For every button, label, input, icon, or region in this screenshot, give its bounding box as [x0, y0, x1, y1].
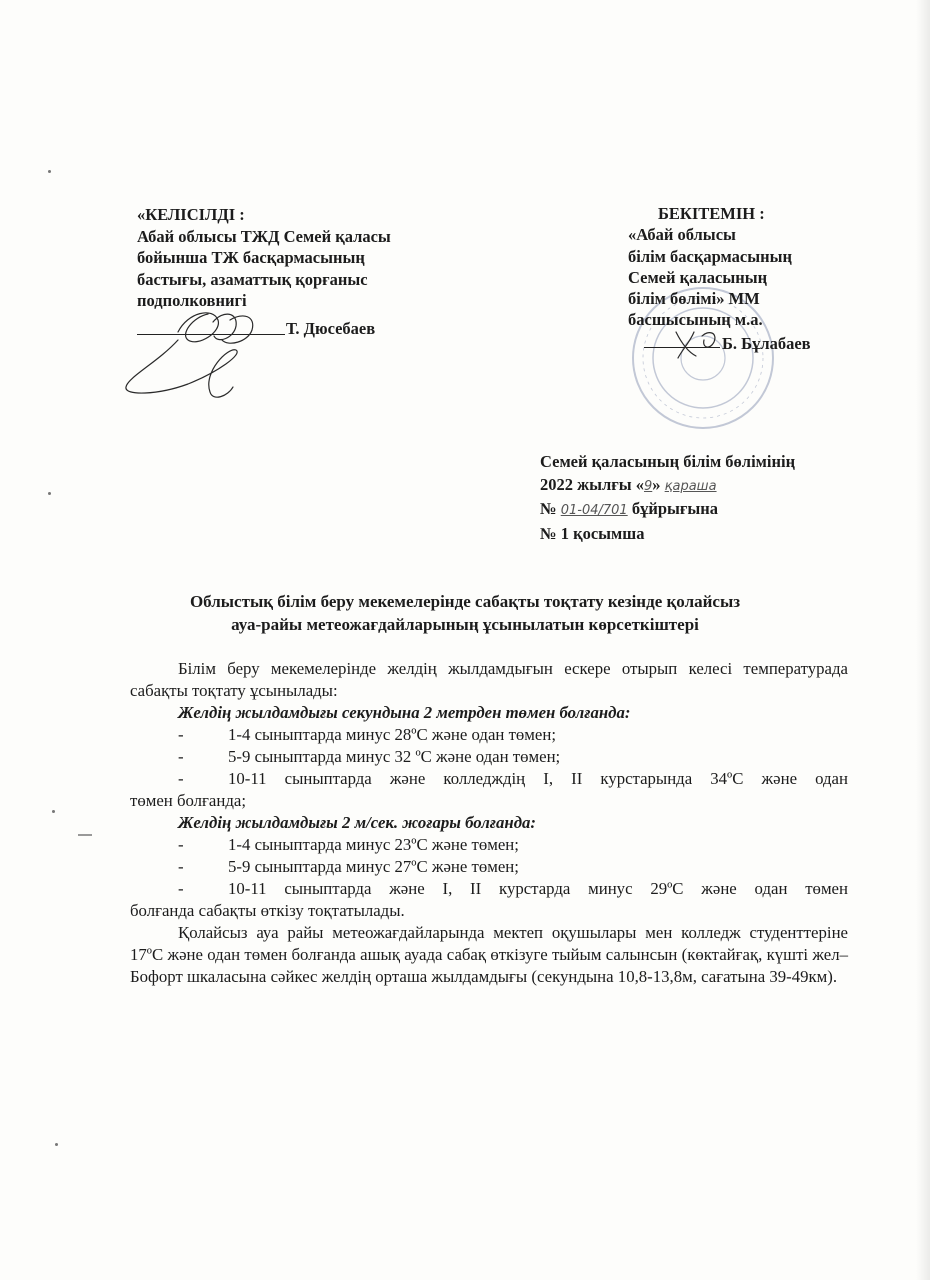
agreed-line: Абай облысы ТЖД Семей қаласы	[137, 226, 391, 246]
approve-line: білім басқармасының	[628, 246, 793, 266]
agreed-handwritten-signature	[118, 292, 308, 407]
section-2-heading: Желдің жылдамдығы 2 м/сек. жоғары болғанда:	[178, 813, 537, 832]
list-item: - 1-4 сыныптарда минус 23ºС және төмен;	[178, 835, 519, 854]
list-item: - 10-11 сыныптарда және I, II курстарда минус 29ºС және одан төмен болғанда сабақты өткізу тоқтатылады.	[130, 879, 848, 920]
scan-mark	[78, 834, 92, 836]
list-item: - 5-9 сыныптарда минус 32 ºС және одан төмен;	[178, 747, 561, 766]
list-item: - 1-4 сыныптарда минус 28ºС және одан төмен;	[178, 725, 557, 744]
order-line-4: № 1 қосымша	[540, 523, 645, 543]
approve-signer-name: Б. Бұлабаев	[722, 334, 811, 353]
scan-speck	[52, 810, 55, 813]
scan-speck	[55, 1143, 58, 1146]
scan-speck	[48, 492, 51, 495]
section-1-heading: Желдің жылдамдығы секундына 2 метрден төмен болғанда:	[178, 703, 631, 722]
scan-edge-shadow	[916, 0, 930, 1280]
order-line-2: 2022 жылғы «9» қараша	[540, 474, 717, 494]
closing-paragraph: Қолайсыз ауа райы метеожағдайларында мектеп оқушылары мен колледж студенттеріне 17ºС және одан төмен болғанда ашық ауада сабақ өткізуге тыйым салынсын (көктайғақ, күшті жел– Бофорт шкаласына сәйкес желдің орташа жылдамдығы (секундына 10,8-13,8м, сағатына 39-49км).	[130, 923, 848, 986]
approve-line: Семей қаласының	[628, 267, 768, 287]
order-reference	[540, 451, 870, 545]
scan-speck	[48, 170, 51, 173]
agreed-line: бойынша ТЖ басқармасының	[137, 248, 365, 267]
agreed-signer-name: Т. Дюсебаев	[286, 319, 376, 338]
agreed-line: подполковнигі	[137, 291, 247, 310]
approve-line: білім бөлімі» ММ	[628, 289, 760, 309]
handwritten-month: қараша	[664, 478, 717, 494]
agreed-heading: «КЕЛІСІЛДІ :	[137, 205, 245, 224]
approve-heading: БЕКІТЕМІН :	[658, 204, 765, 223]
list-item: - 10-11 сыныптарда және колледждің I, II курстарында 34ºС және одан төмен болғанда;	[130, 769, 848, 810]
list-item: - 5-9 сыныптарда минус 27ºС және төмен;	[178, 857, 519, 876]
approve-block	[628, 203, 878, 331]
handwritten-day: 9	[643, 478, 653, 494]
document-title: Облыстық білім беру мекемелерінде сабақты тоқтату кезінде қолайсыз ауа-райы метеожағдайларының ұсынылатын көрсеткіштері	[189, 592, 741, 634]
agreed-line: бастығы, азаматтық қорғаныс	[137, 269, 368, 289]
order-line-3: № 01-04/701 бұйрығына	[540, 499, 719, 518]
approve-line: «Абай облысы	[628, 225, 736, 245]
intro-paragraph: Білім беру мекемелерінде желдің жылдамдығын ескере отырып келесі температурада сабақты тоқтату ұсынылады:	[130, 659, 848, 700]
document-body	[130, 658, 848, 988]
handwritten-order-number: 01-04/701	[560, 503, 628, 518]
approve-handwritten-signature	[668, 326, 728, 362]
approve-line: басшысының м.а.	[628, 310, 763, 330]
order-line-1: Семей қаласының білім бөлімінің	[540, 452, 796, 471]
